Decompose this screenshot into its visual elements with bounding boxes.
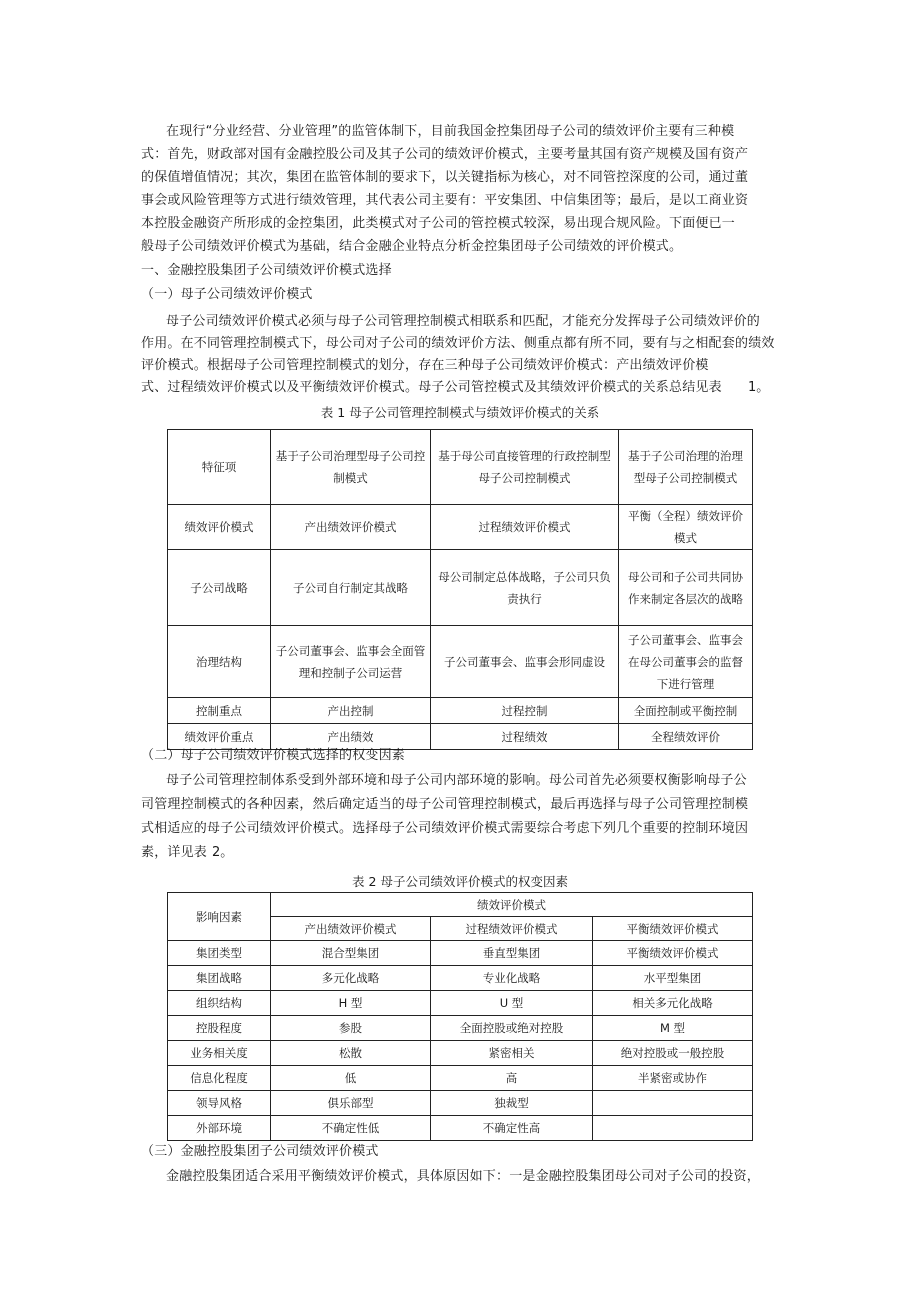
table-cell: 基于子公司治理的治理型母子公司控制模式 [619, 430, 753, 505]
para1-line: 的保值增值情况；其次，集团在监管体制的要求下，以关键指标为核心，对不同管控深度的公司，通过董 [141, 170, 749, 185]
table-row [168, 724, 753, 750]
subsection-heading: （一）母子公司绩效评价模式 [141, 287, 313, 302]
table-cell: 全面控制或平衡控制 [619, 698, 753, 724]
section-heading: 一、金融控股集团子公司绩效评价模式选择 [141, 263, 392, 278]
table-row [168, 966, 753, 991]
table-cell: 外部环境 [168, 1116, 271, 1141]
table-cell: 信息化程度 [168, 1066, 271, 1091]
table-cell: 母公司制定总体战略，子公司只负责执行 [431, 550, 619, 626]
table-row [168, 1116, 753, 1141]
table-header-row [168, 893, 753, 917]
table-cell: 绝对控股或一般控股 [593, 1041, 753, 1066]
table-cell: 子公司董事会、监事会全面管理和控制子公司运营 [271, 626, 431, 698]
table-cell: H 型 [271, 991, 431, 1016]
table-cell: 高 [431, 1066, 593, 1091]
table2-caption: 表 2 母子公司绩效评价模式的权变因素 [352, 874, 568, 889]
table-row [168, 505, 753, 550]
table-header-cell: 平衡绩效评价模式 [593, 917, 753, 941]
table-row [168, 1016, 753, 1041]
table-cell: 过程控制 [431, 698, 619, 724]
table-cell: 子公司自行制定其战略 [271, 550, 431, 626]
table-header-cell: 过程绩效评价模式 [431, 917, 593, 941]
table-cell: 半紧密或协作 [593, 1066, 753, 1091]
table-cell: 母公司和子公司共同协作来制定各层次的战略 [619, 550, 753, 626]
table2 [167, 892, 753, 1141]
table-cell: 业务相关度 [168, 1041, 271, 1066]
table-cell: 过程绩效 [431, 724, 619, 750]
table-cell: 全面控股或绝对控股 [431, 1016, 593, 1041]
table-cell: 集团类型 [168, 941, 271, 966]
table-cell: 控股程度 [168, 1016, 271, 1041]
subsection-heading: （三）金融控股集团子公司绩效评价模式 [141, 1144, 379, 1159]
table-cell: 专业化战略 [431, 966, 593, 991]
para3-line: 母子公司管理控制体系受到外部环境和母子公司内部环境的影响。母公司首先必须要权衡影响母子公 [166, 773, 747, 788]
para3-line: 式相适应的母子公司绩效评价模式。选择母子公司绩效评价模式需要综合考虑下列几个重要的控制环境因 [141, 821, 749, 836]
table-cell: 产出控制 [271, 698, 431, 724]
table-reference: 1。 [748, 380, 770, 395]
para1-line: 式：首先，财政部对国有金融控股公司及其子公司的绩效评价模式，主要考量其国有资产规模及国有资产 [141, 147, 749, 162]
para2-line: 母子公司绩效评价模式必须与母子公司管理控制模式相联系和匹配，才能充分发挥母子公司绩效评价的 [166, 314, 761, 329]
table-header-cell: 产出绩效评价模式 [271, 917, 431, 941]
table-cell: U 型 [431, 991, 593, 1016]
table-reference: 2。 [212, 845, 234, 860]
table-cell: 控制重点 [168, 698, 271, 724]
table-cell [593, 1091, 753, 1116]
table-row [168, 698, 753, 724]
table-row [168, 1066, 753, 1091]
table-cell: M 型 [593, 1016, 753, 1041]
table-cell: 子公司董事会、监事会在母公司董事会的监督下进行管理 [619, 626, 753, 698]
para3-line: 素，详见表 [141, 845, 208, 860]
table-header-cell: 影响因素 [168, 893, 271, 941]
para1-line: 般母子公司绩效评价模式为基础，结合金融企业特点分析金控集团母子公司绩效的评价模式。 [141, 239, 683, 254]
table-cell: 俱乐部型 [271, 1091, 431, 1116]
table-header-cell: 绩效评价模式 [271, 893, 753, 917]
para2-line: 式、过程绩效评价模式以及平衡绩效评价模式。母子公司管控模式及其绩效评价模式的关系总结见表 [141, 380, 722, 395]
para1-line: 在现行“分业经营、分业管理”的监管体制下，目前我国金控集团母子公司的绩效评价主要有三种模 [166, 124, 735, 139]
table-row [168, 430, 753, 505]
para1-line: 本控股金融资产所形成的金控集团，此类模式对子公司的管控模式较深，易出现合规风险。下面便已一 [141, 216, 736, 231]
para2-line: 作用。在不同管理控制模式下，母公司对子公司的绩效评价方法、侧重点都有所不同，要有与之相配套的绩效 [141, 336, 775, 351]
table-cell: 领导风格 [168, 1091, 271, 1116]
table-cell: 相关多元化战略 [593, 991, 753, 1016]
table-cell: 水平型集团 [593, 966, 753, 991]
table-cell: 不确定性高 [431, 1116, 593, 1141]
table-cell: 绩效评价重点 [168, 724, 271, 750]
table-row [168, 626, 753, 698]
table-cell: 组织结构 [168, 991, 271, 1016]
table-cell: 产出绩效评价模式 [271, 505, 431, 550]
table-cell: 基于子公司治理型母子公司控制模式 [271, 430, 431, 505]
table-cell: 紧密相关 [431, 1041, 593, 1066]
subsection-heading: （二）母子公司绩效评价模式选择的权变因素 [141, 748, 406, 763]
table-cell: 全程绩效评价 [619, 724, 753, 750]
table-cell [593, 1116, 753, 1141]
table-cell: 松散 [271, 1041, 431, 1066]
table-cell: 垂直型集团 [431, 941, 593, 966]
table-cell: 特征项 [168, 430, 271, 505]
para3-line: 司管理控制模式的各种因素，然后确定适当的母子公司管理控制模式，最后再选择与母子公司管理控制模 [141, 797, 749, 812]
table-row [168, 1091, 753, 1116]
table-cell: 子公司战略 [168, 550, 271, 626]
table-cell: 子公司董事会、监事会形同虚设 [431, 626, 619, 698]
table-cell: 产出绩效 [271, 724, 431, 750]
table-row [168, 991, 753, 1016]
table-row [168, 550, 753, 626]
para1-line: 事会或风险管理等方式进行绩效管理，其代表公司主要有：平安集团、中信集团等；最后，是以工商业资 [141, 193, 749, 208]
table-cell: 集团战略 [168, 966, 271, 991]
para4-line: 金融控股集团适合采用平衡绩效评价模式，具体原因如下：一是金融控股集团母公司对子公司的投资， [166, 1169, 761, 1184]
table-cell: 治理结构 [168, 626, 271, 698]
table-row [168, 1041, 753, 1066]
table-cell: 绩效评价模式 [168, 505, 271, 550]
table-cell: 混合型集团 [271, 941, 431, 966]
table1-caption: 表 1 母子公司管理控制模式与绩效评价模式的关系 [320, 405, 600, 420]
table-cell: 独裁型 [431, 1091, 593, 1116]
table-cell: 低 [271, 1066, 431, 1091]
para2-line: 评价模式。根据母子公司管理控制模式的划分，存在三种母子公司绩效评价模式：产出绩效评价模 [141, 358, 709, 373]
table-row [168, 941, 753, 966]
table-cell: 基于母公司直接管理的行政控制型母子公司控制模式 [431, 430, 619, 505]
table-cell: 多元化战略 [271, 966, 431, 991]
table-cell: 平衡绩效评价模式 [593, 941, 753, 966]
table1 [167, 429, 753, 750]
table-cell: 过程绩效评价模式 [431, 505, 619, 550]
table-cell: 平衡（全程）绩效评价模式 [619, 505, 753, 550]
table-cell: 不确定性低 [271, 1116, 431, 1141]
table-cell: 参股 [271, 1016, 431, 1041]
